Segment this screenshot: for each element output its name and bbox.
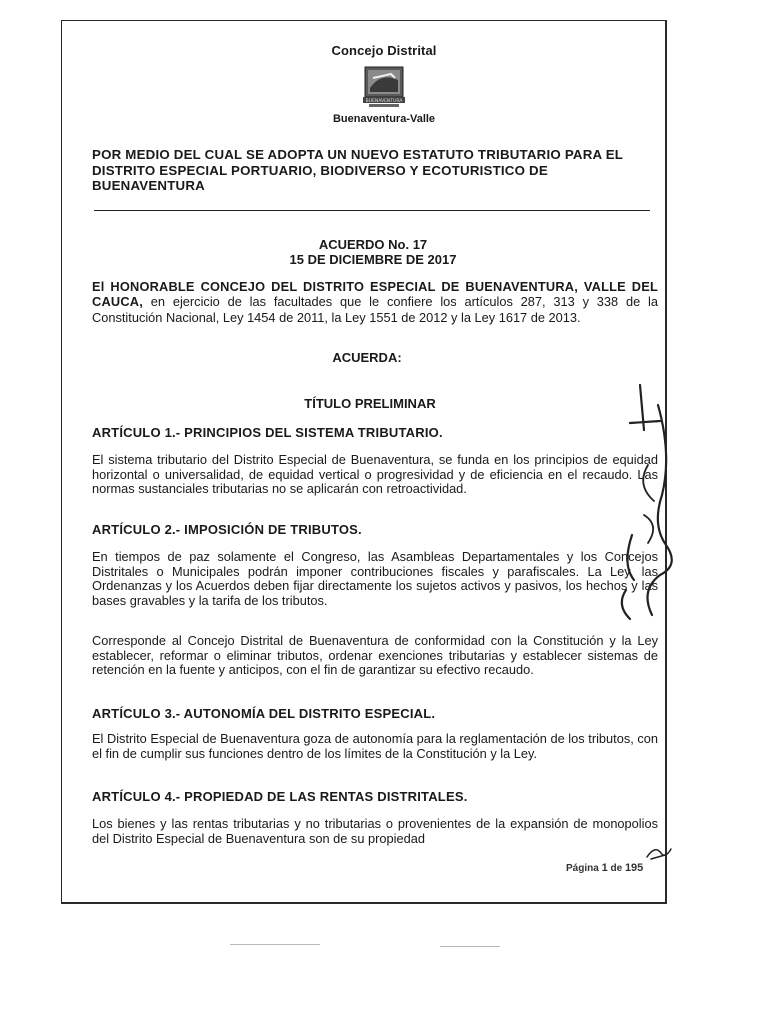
handwritten-signature: [600, 375, 690, 625]
article-1-paragraph: El sistema tributario del Distrito Especial de Buenaventura, se funda en los principios de equidad horizontal o universalidad, de equidad vertical o progresividad y de eficiencia en el recaudo. Las normas sustanciales tributarias no se aplicarán con retroactividad.: [92, 452, 658, 497]
article-3-title: ARTÍCULO 3.- AUTONOMÍA DEL DISTRITO ESPECIAL.: [92, 706, 436, 721]
title-preliminar: TÍTULO PRELIMINAR: [304, 396, 436, 411]
council-name: Concejo Distrital: [331, 43, 437, 58]
agreement-date: 15 DE DICIEMBRE DE 2017: [289, 252, 457, 267]
article-4-title: ARTÍCULO 4.- PROPIEDAD DE LAS RENTAS DISTRITALES.: [92, 789, 468, 804]
article-3-paragraph: El Distrito Especial de Buenaventura goza de autonomía para la reglamentación de los tributos, con el fin de cumplir sus funciones dentro de los límites de la Constitución y la Ley.: [92, 731, 658, 761]
seal-text: BUENAVENTURA: [365, 99, 403, 104]
article-2-paragraph-1: En tiempos de paz solamente el Congreso, las Asambleas Departamentales y los Concejos Distritales o Municipales podrán imponer contribuciones fiscales y parafiscales. La Ley, las Ordenanzas y los Acuerdos deben fijar directamente los sujetos activos y pasivos, los hechos y las bases gravables y la tarifa de los tributos.: [92, 549, 658, 608]
scan-artifact: [230, 944, 320, 945]
decree-heading: ACUERDA:: [332, 350, 402, 365]
scan-artifact: [440, 946, 500, 947]
preamble-text: en ejercicio de las facultades que le confiere los artículos 287, 313 y 338 de la Constitución Nacional, Ley 1454 de 2011, la Ley 1551 de 2012 y la Ley 1617 de 2013.: [92, 294, 658, 325]
district-seal-icon: [361, 66, 407, 108]
preamble: [92, 279, 658, 325]
article-1-title: ARTÍCULO 1.- PRINCIPIOS DEL SISTEMA TRIBUTARIO.: [92, 425, 443, 440]
city-name: Buenaventura-Valle: [332, 113, 436, 125]
article-4-paragraph: Los bienes y las rentas tributarias y no tributarias o provenientes de la expansión de monopolios del Distrito Especial de Buenaventura son de su propiedad: [92, 816, 658, 846]
agreement-number: ACUERDO No. 17: [318, 237, 428, 252]
page-number: Página 1 de 195: [566, 862, 644, 874]
letterhead: [0, 43, 768, 125]
agreement-heading: [0, 237, 746, 267]
title-divider: [94, 210, 650, 211]
article-2-paragraph-2: Corresponde al Concejo Distrital de Buenaventura de conformidad con la Constitución y la Ley establecer, reformar o eliminar tributos, ordenar exenciones tributarias y establecer sistemas de retención en la fuente y anticipos, con el fin de garantizar su efectivo recaudo.: [92, 633, 658, 678]
document-subject: POR MEDIO DEL CUAL SE ADOPTA UN NUEVO ESTATUTO TRIBUTARIO PARA EL DISTRITO ESPECIAL PORTUARIO, BIODIVERSO Y ECOTURISTICO DE BUENAVENTURA: [92, 147, 623, 193]
article-2-title: ARTÍCULO 2.- IMPOSICIÓN DE TRIBUTOS.: [92, 522, 362, 537]
handwritten-initials: [645, 843, 673, 863]
preamble-lead: El HONORABLE CONCEJO DEL DISTRITO ESPECIAL DE BUENAVENTURA, VALLE DEL CAUCA,: [92, 279, 658, 310]
